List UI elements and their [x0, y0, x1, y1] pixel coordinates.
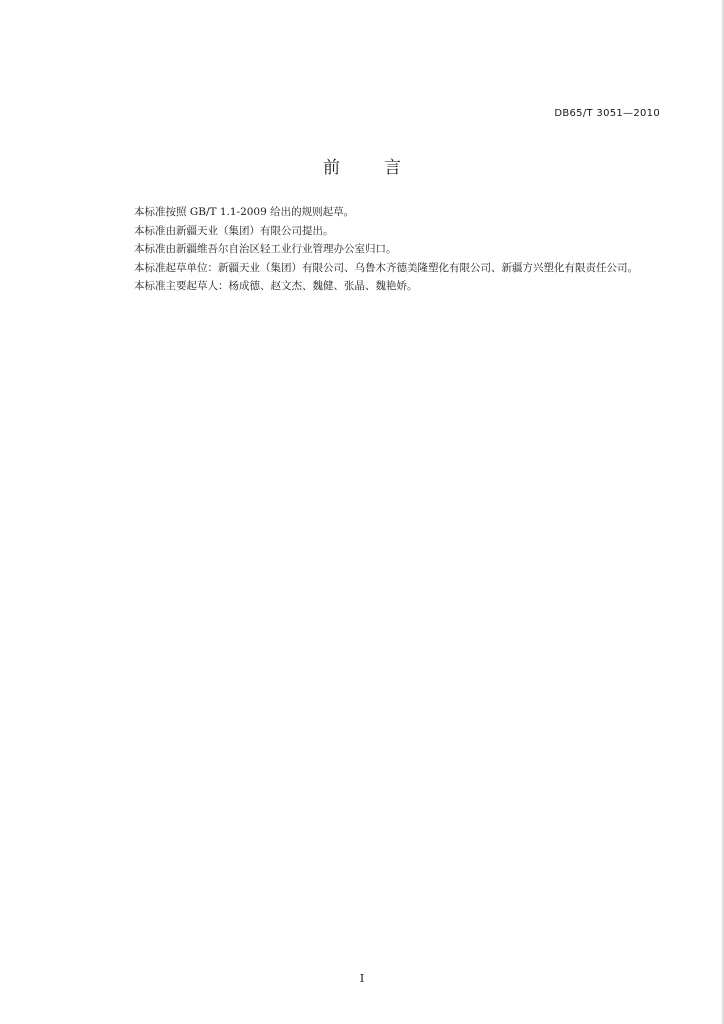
standard-code: DB65/T 3051—2010 — [554, 108, 660, 119]
preface-title: 前言 — [323, 158, 445, 178]
paragraph-proposer: 本标准由新疆天业（集团）有限公司提出。 — [134, 224, 334, 237]
preface-body — [110, 203, 675, 296]
paragraph-drafting-rules: 本标准按照 GB/T 1.1-2009 给出的规则起草。 — [134, 206, 355, 218]
paragraph-drafters: 本标准主要起草人：杨成德、赵文杰、魏健、张晶、魏艳娇。 — [134, 280, 418, 292]
paragraph-administration: 本标准由新疆维吾尔自治区轻工业行业管理办公室归口。 — [134, 243, 397, 255]
page-number: I — [359, 972, 365, 985]
paragraph-drafting-units: 本标准起草单位：新疆天业（集团）有限公司、乌鲁木齐德美隆塑化有限公司、新疆方兴塑化有限责任公司。 — [134, 261, 638, 274]
